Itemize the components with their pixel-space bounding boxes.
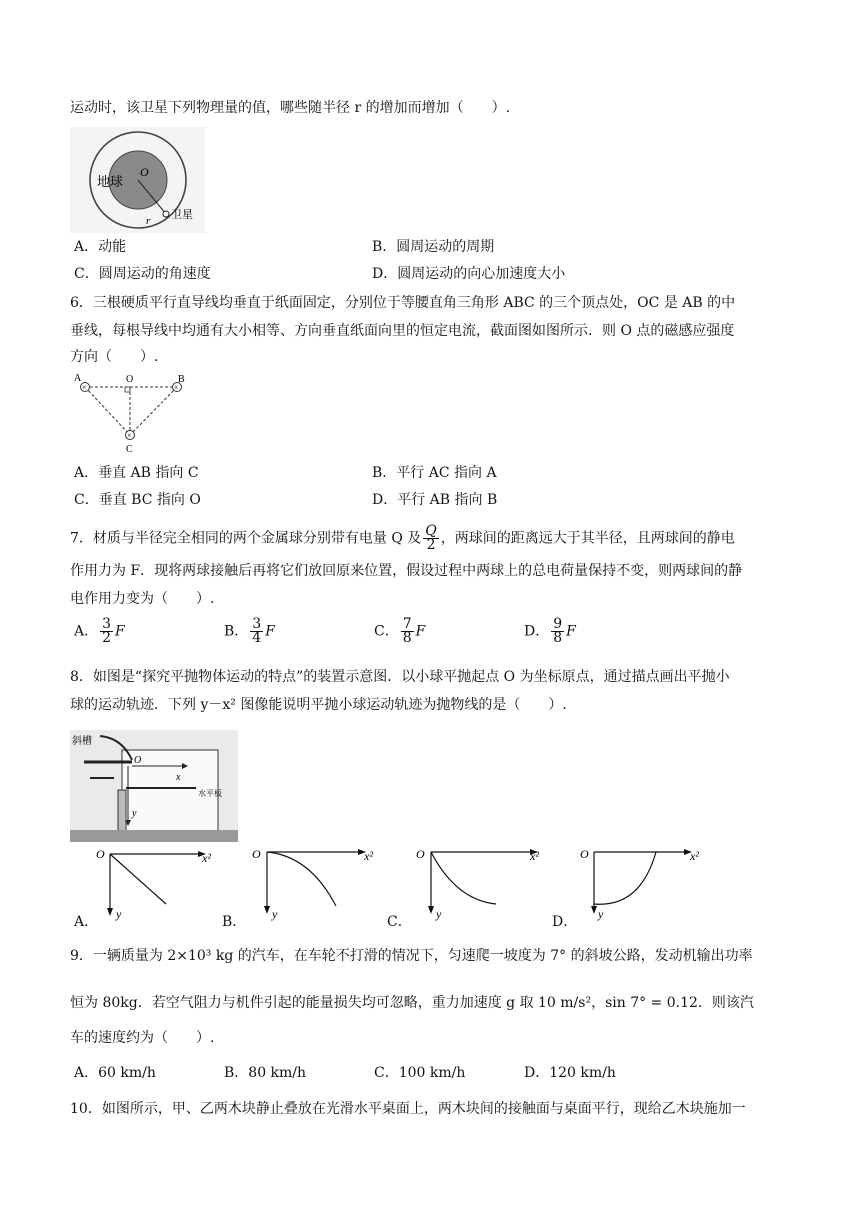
board-label: 水平板 (198, 789, 222, 798)
vertex-b-label: B (178, 374, 185, 385)
vertex-c-label: C (126, 444, 133, 455)
q6-line-2: 垂线，每根导线中均通有大小相等、方向垂直纸面向里的恒定电流，截面图如图所示．则 O 点的磁感应强度 (70, 323, 735, 339)
q6-option-b: B．平行 AC 指向 A (372, 465, 497, 481)
chute-label: 斜槽 (72, 736, 92, 747)
satellite-label: 卫星 (171, 209, 193, 221)
q9-option-c: C．100 km/h (374, 1065, 466, 1081)
svg-text:O: O (96, 847, 105, 861)
q6-option-c: C．垂直 BC 指向 O (74, 492, 201, 508)
q8-option-d: D． (552, 914, 578, 930)
svg-text:x²: x² (202, 851, 211, 865)
q7-line-1: 7．材质与半径完全相同的两个金属球分别带有电量 Q 及 $\frac{Q}{2}$ ，两球间的距离远大于其半径，且两球间的静电 (70, 523, 735, 553)
q9-option-a: A．60 km/h (74, 1065, 156, 1081)
q8-line-2: 球的运动轨迹．下列 y－x² 图像能说明平抛小球运动轨迹为抛物线的是（ ）. (70, 697, 567, 713)
q9-option-b: B．80 km/h (224, 1065, 307, 1081)
q7-option-c: C． $\frac{7}{8}$ F (374, 616, 426, 646)
q6-option-a: A．垂直 AB 指向 C (74, 465, 199, 481)
radius-label: r (146, 215, 151, 227)
q-over-2-fraction: $\frac{Q}{2}$ (425, 523, 437, 553)
q6-line-3: 方向（ ）. (70, 349, 159, 365)
svg-text:y: y (272, 907, 278, 921)
q9-line-2: 恒为 80kg．若空气阻力与机件引起的能量损失均可忽略，重力加速度 g 取 10 m/s²，sin 7° = 0.12．则该汽 (70, 995, 754, 1011)
q5-option-a: A．动能 (74, 239, 127, 255)
graph-a (96, 842, 230, 922)
svg-text:×: × (82, 383, 87, 392)
graph-b (250, 842, 384, 922)
earth-label: 地球 (97, 174, 124, 189)
q5-option-c: C．圆周运动的角速度 (74, 266, 211, 282)
graph-c (416, 842, 550, 922)
svg-text:y: y (436, 907, 442, 921)
apparatus-x-label: x (176, 772, 181, 783)
vertex-a-label: A (74, 373, 82, 384)
q9-line-1: 9．一辆质量为 2×10³ kg 的汽车，在车轮不打滑的情况下，匀速爬一坡度为 7° 的斜坡公路，发动机输出功率 (70, 948, 753, 964)
graph-d (578, 842, 712, 922)
q5-stem-tail: 运动时，该卫星下列物理量的值，哪些随半径 r 的增加而增加（ ）. (70, 100, 511, 116)
projectile-apparatus-figure (70, 730, 238, 842)
svg-text:O: O (416, 847, 425, 861)
q7-option-a: A． $\frac{3}{2}$ F (74, 616, 125, 646)
q8-option-b: B． (222, 914, 247, 930)
svg-text:O: O (580, 847, 589, 861)
q6-option-d: D．平行 AB 指向 B (372, 492, 498, 508)
svg-text:y: y (116, 907, 122, 921)
q8-option-c: C． (387, 914, 412, 930)
q7-line-2: 作用力为 F．现将两球接触后再将它们放回原来位置，假设过程中两球上的总电荷量保持不变，则两球间的静 (70, 563, 743, 579)
svg-text:x²: x² (364, 849, 373, 863)
svg-text:×: × (174, 383, 179, 392)
q10-line-1: 10．如图所示，甲、乙两木块静止叠放在光滑水平桌面上，两木块间的接触面与桌面平行，现给乙木块施加一 (70, 1101, 746, 1117)
q8-option-a: A． (74, 914, 99, 930)
q6-line-1: 6．三根硬质平行直导线均垂直于纸面固定，分别位于等腰直角三角形 ABC 的三个顶点处，OC 是 AB 的中 (70, 295, 736, 311)
wires-triangle-figure (72, 372, 192, 458)
point-o-label: O (126, 374, 134, 385)
q9-line-3: 车的速度约为（ ）. (70, 1030, 215, 1046)
q7-line-3: 电作用力变为（ ）. (70, 591, 215, 607)
q5-option-b: B．圆周运动的周期 (372, 239, 495, 255)
q8-line-1: 8．如图是“探究平抛物体运动的特点”的装置示意图．以小球平抛起点 O 为坐标原点，通过描点画出平抛小 (70, 669, 730, 685)
center-o-label: O (140, 165, 149, 179)
svg-text:x²: x² (690, 849, 699, 863)
q5-option-d: D．圆周运动的向心加速度大小 (372, 266, 566, 282)
apparatus-origin-label: O (134, 755, 142, 766)
svg-text:×: × (127, 431, 132, 440)
apparatus-y-label: y (132, 808, 137, 819)
q7-option-b: B． $\frac{3}{4}$ F (224, 616, 275, 646)
q9-option-d: D．120 km/h (524, 1065, 616, 1081)
svg-text:x²: x² (530, 849, 539, 863)
svg-text:y: y (598, 907, 604, 921)
svg-text:O: O (252, 847, 261, 861)
satellite-orbit-figure (70, 127, 205, 233)
q7-option-d: D． $\frac{9}{8}$ F (524, 616, 576, 646)
